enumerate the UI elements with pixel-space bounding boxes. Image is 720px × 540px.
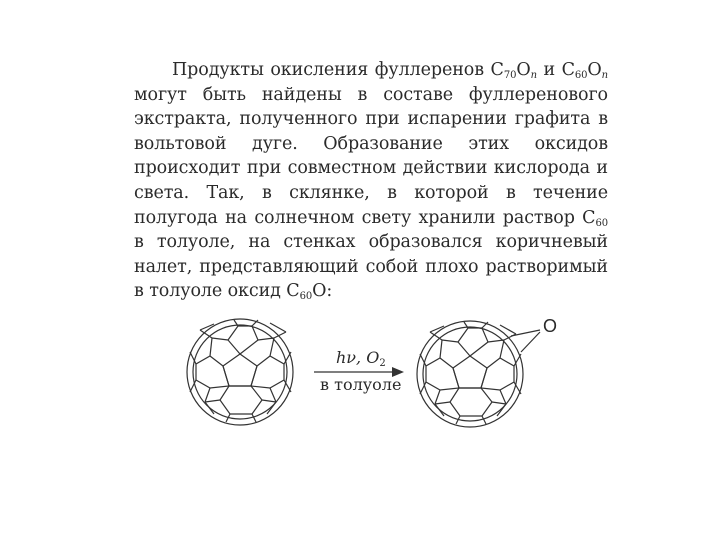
text-segment-4: O: — [312, 281, 333, 302]
body-paragraph — [134, 58, 608, 304]
condition-light-oxygen: hν, O — [336, 348, 380, 367]
reaction-condition-bottom: в толуоле — [320, 375, 402, 394]
oxygen-symbol-2: O — [587, 60, 602, 80]
text-segment-2: могут быть найдены в составе фуллеренового экстракта, полученного при испарении графита в вольтовой дуге. Образование этих оксидов происходит при совместном действии кислорода и света. Так, в склянке, в которой в течение полугода на солнечном свету хранили раствор C — [134, 84, 608, 228]
fullerene-c60-reactant — [187, 319, 293, 425]
fullerene-c60o-product — [417, 321, 540, 427]
subscript-2: 2 — [379, 358, 386, 369]
subscript-60-2: 60 — [595, 217, 608, 229]
text-segment-1: Продукты окисления фуллеренов C — [172, 60, 504, 80]
subscript-n-2: n — [601, 70, 608, 81]
subscript-n-1: n — [530, 70, 537, 81]
text-and: и C — [536, 60, 575, 80]
subscript-60-1: 60 — [574, 70, 588, 81]
subscript-70: 70 — [503, 70, 517, 81]
text-segment-3: в толуоле, на стенках образовался коричневый налет, представляющий собой плохо растворимый в толуоле оксид C — [134, 232, 608, 302]
subscript-60-3: 60 — [299, 291, 313, 303]
reaction-condition-top — [336, 348, 386, 367]
oxygen-symbol-1: O — [516, 60, 531, 80]
epoxide-oxygen-label: O — [543, 316, 558, 336]
